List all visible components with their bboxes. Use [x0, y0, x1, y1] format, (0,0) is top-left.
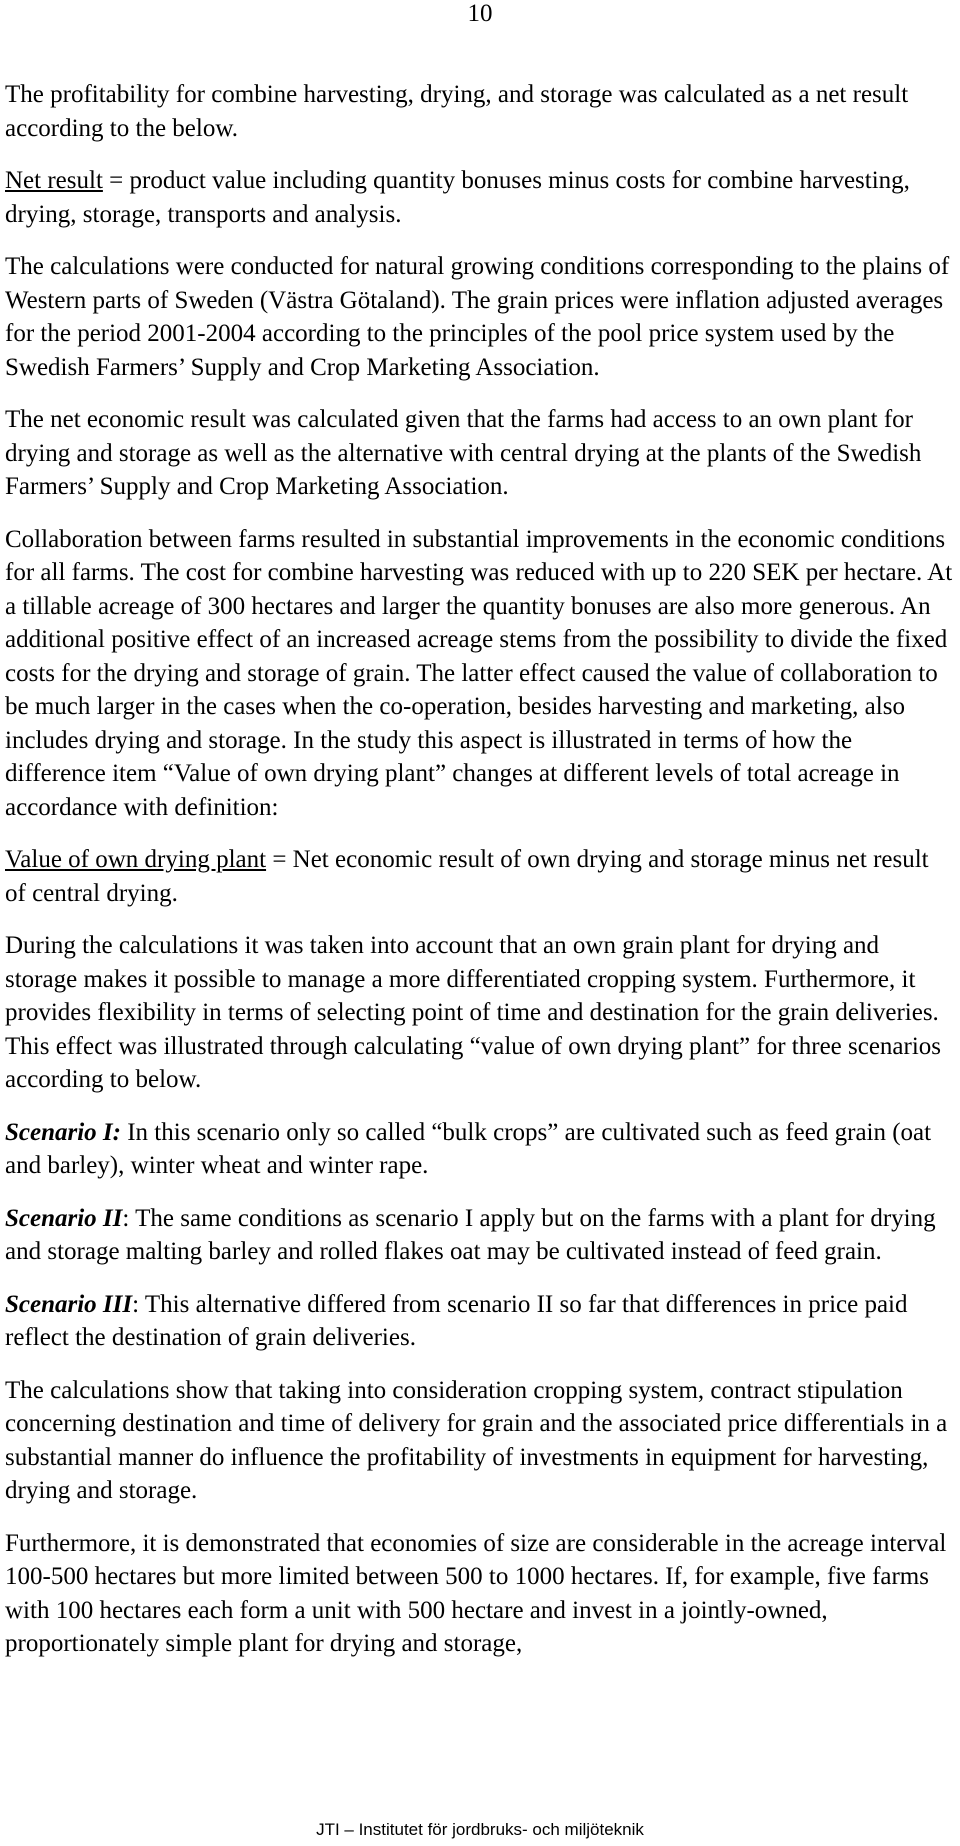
- term-net-result: Net result: [5, 167, 103, 194]
- scenario-2-text: : The same conditions as scenario I apply but on the farms with a plant for drying and storage malting barley and rolled flakes oat may be cultivated instead of feed grain.: [5, 1204, 936, 1265]
- page-footer: JTI – Institutet för jordbruks- och miljöteknik: [316, 1820, 644, 1839]
- definition-value-of-own-drying-plant: = Net economic result of own drying and storage minus net result of central drying.: [5, 846, 929, 907]
- scenario-3-label: Scenario III: [5, 1290, 133, 1318]
- paragraph-scenario-1: [5, 1116, 955, 1183]
- term-value-of-own-drying-plant: Value of own drying plant: [5, 846, 267, 873]
- scenario-3-text: : This alternative differed from scenario II so far that differences in price paid reflect the destination of grain deliveries.: [5, 1290, 908, 1351]
- paragraph-calculation-conditions: The calculations were conducted for natural growing conditions corresponding to the plains of Western parts of Sweden (Västra Götaland). The grain prices were inflation adjusted averages for the period 2001-2004 according to the principles of the pool price system used by the Swedish Farmers’ Supply and Crop Marketing Association.: [5, 253, 950, 381]
- scenario-1-label: Scenario I:: [5, 1118, 121, 1146]
- paragraph-net-result-definition: [5, 164, 955, 231]
- paragraph-collaboration: Collaboration between farms resulted in substantial improvements in the economic conditions for all farms. The cost for combine harvesting was reduced with up to 220 SEK per hectare. At a tillable acreage of 300 hectares and larger the quantity bonuses are also more generous. An additional positive effect of an increased acreage stems from the possibility to divide the fixed costs for the drying and storage of grain. The latter effect caused the value of collaboration to be much larger in the cases when the co-operation, besides harvesting and marketing, also includes drying and storage. In the study this aspect is illustrated in terms of how the difference item “Value of own drying plant” changes at different levels of total acreage in accordance with definition:: [5, 525, 953, 821]
- paragraph-economies-of-size: Furthermore, it is demonstrated that economies of size are considerable in the acreage interval 100-500 hectares but more limited between 500 to 1000 hectares. If, for example, five farms with 100 hectares each form a unit with 500 hectare and invest in a jointly-owned, proportionately simple plant for drying and storage,: [5, 1529, 947, 1657]
- page-number: 10: [467, 0, 493, 27]
- paragraph-profitability: The profitability for combine harvesting, drying, and storage was calculated as a net result according to the below.: [5, 81, 909, 142]
- paragraph-calculation-scenarios: During the calculations it was taken into account that an own grain plant for drying and storage makes it possible to manage a more differentiated cropping system. Furthermore, it provides flexibility in terms of selecting point of time and destination for the grain deliveries. This effect was illustrated through calculating “value of own drying plant” for three scenarios according to below.: [5, 932, 942, 1093]
- paragraph-scenario-2: [5, 1202, 955, 1269]
- scenario-2-label: Scenario II: [5, 1204, 123, 1232]
- scenario-1-text: In this scenario only so called “bulk crops” are cultivated such as feed grain (oat and barley), winter wheat and winter rape.: [5, 1118, 932, 1179]
- paragraph-scenario-3: [5, 1288, 955, 1355]
- document-body: [5, 78, 955, 1680]
- paragraph-calculations-show: The calculations show that taking into consideration cropping system, contract stipulation concerning destination and time of delivery for grain and the associated price differentials in a substantial manner do influence the profitability of investments in equipment for harvesting, drying and storage.: [5, 1376, 948, 1504]
- paragraph-net-economic-result: The net economic result was calculated given that the farms had access to an own plant for drying and storage as well as the alternative with central drying at the plants of the Swedish Farmers’ Supply and Crop Marketing Association.: [5, 406, 922, 500]
- paragraph-value-definition: [5, 843, 955, 910]
- definition-net-result: = product value including quantity bonuses minus costs for combine harvesting, drying, storage, transports and analysis.: [5, 167, 910, 228]
